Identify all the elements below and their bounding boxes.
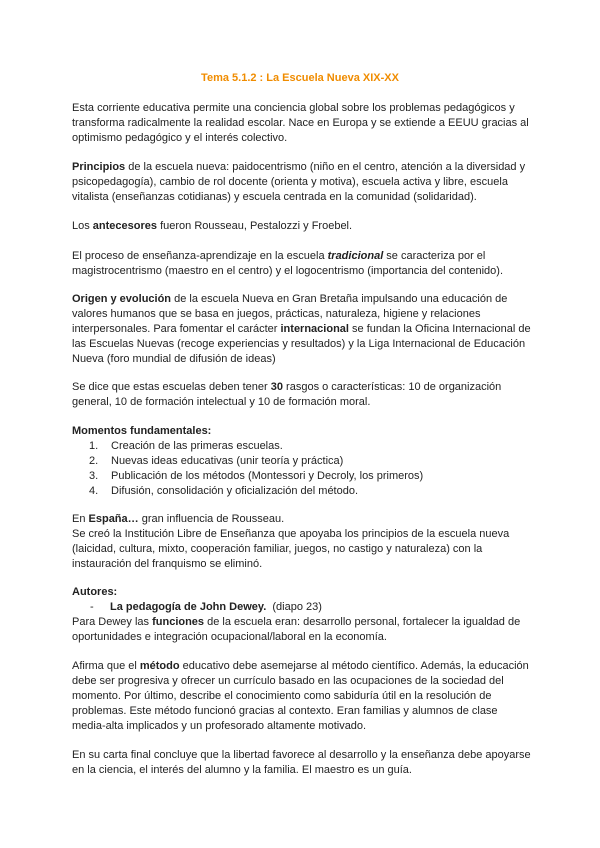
metodo-label: método (139, 660, 180, 672)
list-item (72, 454, 532, 469)
rasgos-paragraph (72, 380, 532, 410)
espana-pre: En (72, 513, 89, 525)
principios-text: de la escuela nueva: paidocentrismo (niño en el centro, atención a la diversidad y psicopedagogía), cambio de rol docente (orienta y motiva), escuela activa y libre, escuela vitalista (enseñanzas cotidianas) y escuela centrada en la comunidad (solidaridad). (72, 161, 526, 203)
dewey-note: (diapo 23) (266, 601, 322, 613)
list-item-number: 4. (89, 485, 99, 497)
antecesores-label: antecesores (92, 220, 158, 232)
principios-paragraph (72, 160, 532, 205)
rasgos-text: rasgos o características: 10 de organización general, 10 de formación intelectual y 10 de formación moral. (72, 381, 502, 408)
rasgos-pre: Se dice que estas escuelas deben tener (72, 381, 271, 393)
document-title: Tema 5.1.2 : La Escuela Nueva XIX-XX (201, 72, 399, 84)
dash-bullet: - (90, 601, 94, 613)
list-item (72, 469, 532, 484)
proceso-label: tradicional (327, 250, 384, 262)
metodo-text: educativo debe asemejarse al método científico. Además, la educación debe ser progresiva y ofrecer un currículo basado en las ocupaciones de la sociedad del momento. Por último, describe el conocimiento como sabiduría útil en la resolución de problemas. Este método funcionó gracias al contexto. Eran familias y alumnos de clase media-alta implicados y un profesorado altamente motivado. (72, 660, 529, 732)
autores-heading-text: Autores: (72, 586, 118, 598)
momentos-list (72, 439, 532, 499)
espana-label: España… (88, 513, 139, 525)
antecesores-pre: Los (72, 220, 93, 232)
origen-label2: internacional (280, 323, 349, 335)
list-item-number: 3. (89, 470, 99, 482)
momentos-heading (72, 424, 532, 439)
origen-paragraph (72, 292, 532, 367)
origen-text2: se fundan la Oficina Internacional de las Escuelas Nuevas (recoge experiencias y resultados) y la Liga Internacional de Educación Nueva (foro mundial de difusión de ideas) (72, 323, 531, 365)
list-item-text: Publicación de los métodos (Montessori y Decroly, los primeros) (111, 470, 424, 482)
intro-paragraph: Esta corriente educativa permite una conciencia global sobre los problemas pedagógicos y transforma radicalmente la realidad escolar. Nace en Europa y se extiende a EEUU gracias al optimismo pedagógico y el interés colectivo. (72, 102, 529, 144)
metodo-paragraph (72, 659, 532, 734)
list-item-text: Nuevas ideas educativas (unir teoría y práctica) (111, 455, 344, 467)
momentos-heading-text: Momentos fundamentales: (72, 425, 212, 437)
espana-paragraph: Se creó la Institución Libre de Enseñanza que apoyaba los principios de la escuela nueva (laicidad, cultura, mixto, cooperación familiar, juegos, no castigo y naturaleza) con la instauración del franquismo se eliminó. (72, 528, 510, 570)
list-item-text: Creación de las primeras escuelas. (111, 440, 283, 452)
dewey-label: La pedagogía de John Dewey. (110, 601, 267, 613)
dewey-item-text (110, 600, 322, 615)
origen-text1: de la escuela Nueva en Gran Bretaña impulsando una educación de valores humanos que se basa en juegos, prácticas, naturaleza, higiene y relaciones interpersonales. Para fomentar el carácter (72, 293, 508, 335)
list-item (72, 484, 532, 499)
proceso-paragraph (72, 249, 532, 279)
rasgos-number: 30 (270, 381, 283, 393)
antecesores-text: fueron Rousseau, Pestalozzi y Froebel. (157, 220, 353, 232)
espana-post: gran influencia de Rousseau. (138, 513, 285, 525)
proceso-pre: El proceso de enseñanza-aprendizaje en la escuela (72, 250, 328, 262)
list-item-number: 1. (89, 440, 99, 452)
funciones-paragraph (72, 615, 532, 645)
list-item-text: Difusión, consolidación y oficialización del método. (111, 485, 359, 497)
dewey-item (72, 600, 532, 615)
antecesores-paragraph (72, 219, 532, 234)
origen-label: Origen y evolución (72, 293, 172, 305)
espana-line (72, 512, 532, 527)
funciones-label: funciones (152, 616, 205, 628)
funciones-pre: Para Dewey las (72, 616, 153, 628)
list-item-number: 2. (89, 455, 99, 467)
carta-paragraph: En su carta final concluye que la libertad favorece al desarrollo y la enseñanza debe apoyarse en la ciencia, el interés del alumno y la familia. El maestro es un guía. (72, 749, 531, 776)
list-item (72, 439, 532, 454)
funciones-text: de la escuela eran: desarrollo personal, fortalecer la igualdad de oportunidades e integración ocupacional/laboral en la economía. (72, 616, 521, 643)
metodo-pre: Afirma que el (72, 660, 140, 672)
proceso-text: se caracteriza por el magistrocentrismo (maestro en el centro) y el logocentrismo (importancia del contenido). (72, 250, 504, 277)
principios-label: Principios (72, 161, 126, 173)
autores-heading (72, 585, 532, 600)
